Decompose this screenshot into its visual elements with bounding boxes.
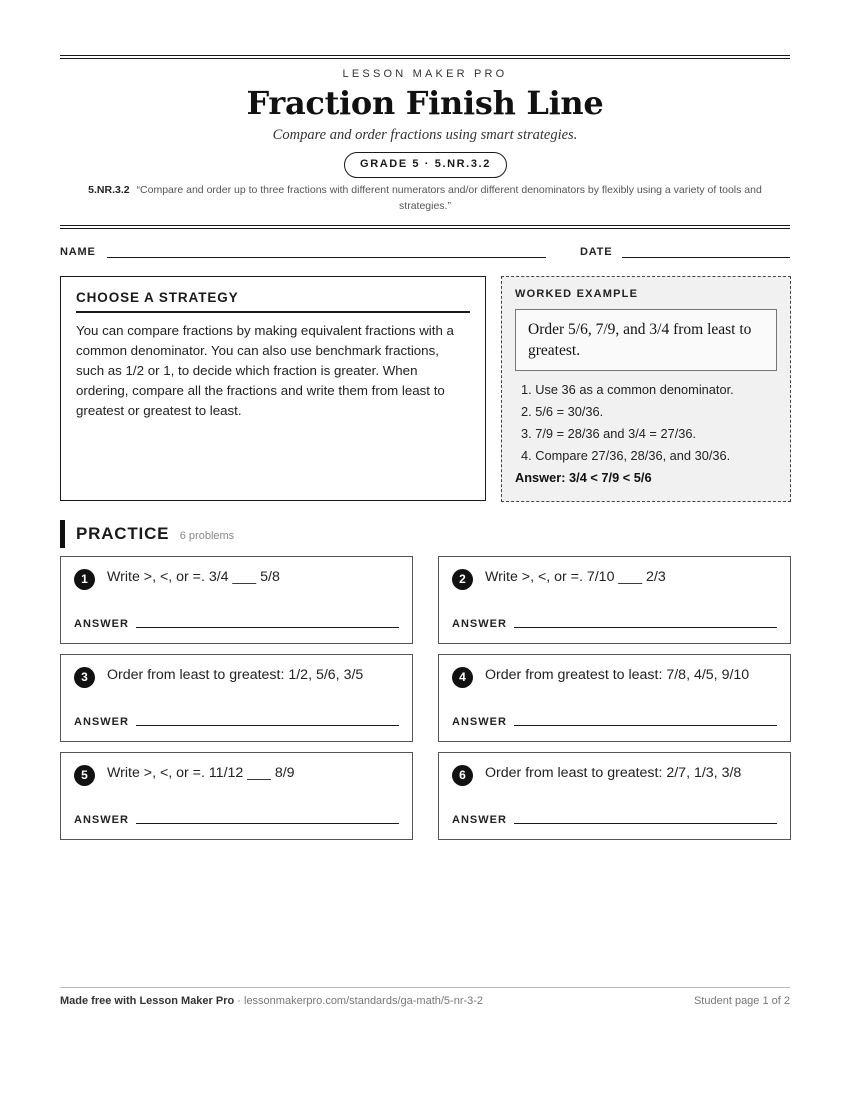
answer-field[interactable] xyxy=(136,725,399,726)
problem-number-badge: 4 xyxy=(452,667,473,688)
answer-field[interactable] xyxy=(136,627,399,628)
header-bottom-rule xyxy=(60,225,790,229)
answer-label: ANSWER xyxy=(74,814,129,826)
brand-name: LESSON MAKER PRO xyxy=(342,68,508,80)
date-label: DATE xyxy=(580,246,613,258)
answer-label: ANSWER xyxy=(452,618,507,630)
answer-label: ANSWER xyxy=(74,716,129,728)
problem-text: Write >, <, or =. 7/10 ___ 2/3 xyxy=(485,569,666,585)
problem-text: Write >, <, or =. 3/4 ___ 5/8 xyxy=(107,569,280,585)
name-date-row xyxy=(60,246,790,262)
problem-text: Order from least to greatest: 1/2, 5/6, 3/5 xyxy=(107,667,364,683)
answer-field[interactable] xyxy=(514,823,777,824)
problem-card-4 xyxy=(438,654,791,742)
strategy-heading: CHOOSE A STRATEGY xyxy=(76,290,470,313)
worked-example-step: 1. Use 36 as a common denominator. xyxy=(521,382,734,397)
footer-url[interactable]: lessonmakerpro.com/standards/ga-math/5-nr-3-2 xyxy=(244,995,484,1007)
problem-card-6 xyxy=(438,752,791,840)
problem-number-badge: 3 xyxy=(74,667,95,688)
strategy-box xyxy=(60,276,486,501)
footer-made-with: Made free with Lesson Maker Pro xyxy=(60,995,235,1007)
problem-card-5 xyxy=(60,752,413,840)
footer-page-number: Student page 1 of 2 xyxy=(693,995,790,1007)
problem-number-badge: 6 xyxy=(452,765,473,786)
strategy-body: You can compare fractions by making equivalent fractions with a common denominator. You can also use benchmark fractions, such as 1/2 or 1, to decide which fraction is greater. When ordering, compare all the fractions and write them from least to greatest or greatest to least. xyxy=(76,323,454,418)
answer-field[interactable] xyxy=(136,823,399,824)
problem-text: Write >, <, or =. 11/12 ___ 8/9 xyxy=(107,765,295,781)
worked-example-heading: WORKED EXAMPLE xyxy=(515,288,639,300)
problem-text: Order from least to greatest: 2/7, 1/3, 3/8 xyxy=(485,765,742,781)
date-field[interactable] xyxy=(622,257,790,258)
answer-label: ANSWER xyxy=(74,618,129,630)
problem-number-badge: 5 xyxy=(74,765,95,786)
name-field[interactable] xyxy=(107,257,546,258)
answer-field[interactable] xyxy=(514,725,777,726)
practice-title: PRACTICE xyxy=(76,524,170,543)
practice-heading xyxy=(60,520,234,548)
worked-example-step: 3. 7/9 = 28/36 and 3/4 = 27/36. xyxy=(521,426,697,441)
grade-standard-badge: GRADE 5 · 5.NR.3.2 xyxy=(344,152,507,178)
answer-field[interactable] xyxy=(514,627,777,628)
problem-card-3 xyxy=(60,654,413,742)
practice-count: 6 problems xyxy=(179,530,235,542)
standard-text: “Compare and order up to three fractions with different numerators and/or different denominators by flexibly using a variety of tools and strategies.” xyxy=(136,184,762,212)
worked-example-box xyxy=(501,276,791,502)
worked-example-step: 2. 5/6 = 30/36. xyxy=(521,404,604,419)
footer-rule xyxy=(60,987,790,988)
answer-label: ANSWER xyxy=(452,814,507,826)
problem-card-2 xyxy=(438,556,791,644)
worksheet-title: Fraction Finish Line xyxy=(246,84,604,122)
standard-description xyxy=(64,182,786,214)
footer xyxy=(60,995,790,1007)
answer-label: ANSWER xyxy=(452,716,507,728)
worked-example-prompt: Order 5/6, 7/9, and 3/4 from least to greatest. xyxy=(515,309,777,371)
problem-card-1 xyxy=(60,556,413,644)
header-top-rule xyxy=(60,55,790,59)
footer-separator: · xyxy=(234,995,244,1007)
worked-example-steps xyxy=(515,379,777,467)
problem-number-badge: 2 xyxy=(452,569,473,590)
worked-example-step: 4. Compare 27/36, 28/36, and 30/36. xyxy=(521,448,731,463)
standard-code: 5.NR.3.2 xyxy=(88,184,130,196)
problem-number-badge: 1 xyxy=(74,569,95,590)
worked-example-answer: Answer: 3/4 < 7/9 < 5/6 xyxy=(515,470,652,485)
name-label: NAME xyxy=(60,246,96,258)
worksheet-subtitle: Compare and order fractions using smart strategies. xyxy=(272,127,578,143)
problem-text: Order from greatest to least: 7/8, 4/5, 9/10 xyxy=(485,667,750,683)
